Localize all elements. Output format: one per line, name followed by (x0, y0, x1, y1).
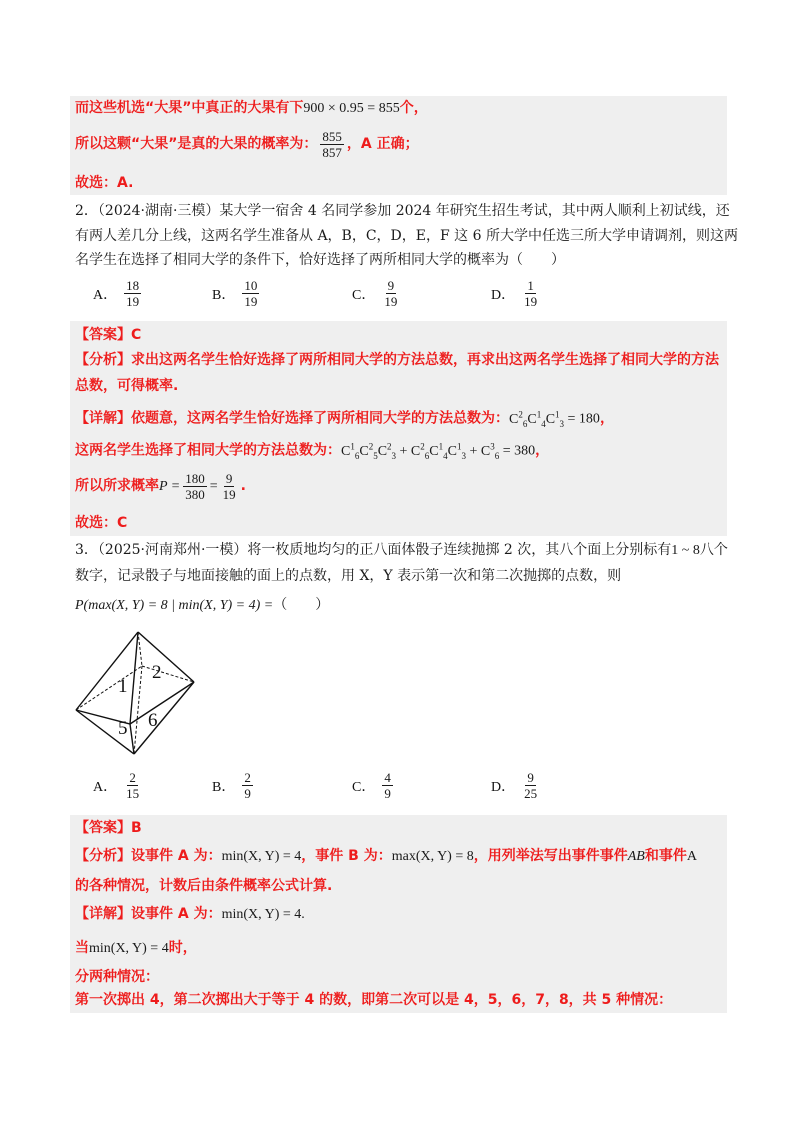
edge (134, 682, 194, 754)
q2-analysis-1: 【分析】求出这两名学生恰好选择了两所相同大学的方法总数，再求出这两名学生选择了相同大学的方法 (75, 352, 719, 368)
q2-option-a[interactable]: A． $\frac{18}{19}$ (93, 278, 140, 309)
q3-line3: P(max(X, Y) = 8 | min(X, Y) = 4) =（ ） (75, 597, 330, 613)
q3-line2: 数字，记录骰子与地面接触的面上的点数，用 X，Y 表示第一次和第二次抛掷的点数，则 (75, 568, 622, 584)
q3-option-d[interactable]: D． $\frac{9}{25}$ (491, 770, 538, 801)
q2-line3: 名学生在选择了相同大学的条件下，恰好选择了两所相同大学的概率为（ ） (75, 252, 565, 268)
q3-analysis-1: 【分析】设事件 A 为：min(X, Y) = 4，事件 B 为：max(X, Y) = 8，用列举法写出事件事件AB和事件A (75, 848, 697, 864)
hidden-edge (138, 632, 142, 666)
q3-answer: 【答案】B (75, 820, 142, 836)
edge (138, 632, 194, 682)
q3-option-a[interactable]: A． $\frac{2}{15}$ (93, 770, 140, 801)
q2-option-c[interactable]: C． $\frac{9}{19}$ (352, 278, 398, 309)
edge (130, 632, 138, 724)
edge (76, 632, 138, 710)
hidden-edge (134, 666, 142, 754)
q3-option-b[interactable]: B． $\frac{2}{9}$ (212, 770, 251, 801)
q2-answer: 【答案】C (75, 327, 142, 343)
q3-analysis-2: 的各种情况，计数后由条件概率公式计算. (75, 878, 333, 894)
edge (130, 724, 134, 754)
q3-cases: 分两种情况： (75, 969, 159, 985)
q2-option-d[interactable]: D． $\frac{1}{19}$ (491, 278, 538, 309)
sol1-conclusion: 故选：A. (75, 175, 134, 191)
face-label-5: 5 (118, 718, 128, 739)
q2-detail-3: 所以所求概率P = $\frac{180}{380}$ = $\frac{9}{19}$ . (75, 470, 246, 502)
sol1-line1: 而这些机选“大果”中真正的大果有下900 × 0.95 = 855个， (75, 100, 428, 116)
q2-conclusion: 故选：C (75, 515, 128, 531)
q2-analysis-2: 总数，可得概率. (75, 378, 179, 394)
q2-line2: 有两人差几分上线，这两名学生准备从 A，B，C，D，E，F 这 6 所大学中任选三所大学申请调剂，则这两 (75, 228, 738, 244)
face-label-1: 1 (118, 676, 128, 697)
octahedron-figure (70, 628, 205, 758)
q3-option-c[interactable]: C． $\frac{4}{9}$ (352, 770, 391, 801)
q3-case1: 第一次掷出 4，第二次掷出大于等于 4 的数，即第二次可以是 4，5，6，7，8，共 5 种情况： (75, 992, 673, 1008)
q2-detail-1: 【详解】依题意，这两名学生恰好选择了两所相同大学的方法总数为：$C^2_6C^1_4C^1_3 = 180$， (75, 409, 614, 429)
face-label-2: 2 (152, 662, 162, 683)
q2-line1: 2．（2024·湖南·三模）某大学一宿舍 4 名同学参加 2024 年研究生招生考试，其中两人顺利上初试线，还 (75, 203, 730, 219)
q3-line1: 3．（2025·河南郑州·一模）将一枚质地均匀的正八面体骰子连续抛掷 2 次，其八个面上分别标有1 ~ 8八个 (75, 542, 728, 558)
face-label-6: 6 (148, 710, 158, 731)
q2-detail-2: 这两名学生选择了相同大学的方法总数为：$C^1_6C^2_5C^2_3 + C^2_6C^1_4C^1_3 + C^3_6 = 380$， (75, 441, 550, 461)
q2-option-b[interactable]: B． $\frac{10}{19}$ (212, 278, 258, 309)
q3-when: 当min(X, Y) = 4时， (75, 940, 197, 956)
hidden-edge (142, 666, 194, 682)
q3-detail-1: 【详解】设事件 A 为：min(X, Y) = 4. (75, 906, 305, 922)
sol1-line2: 所以这颗“大果”是真的大果的概率为： $\frac{855}{857}$ ，A 正确； (75, 128, 419, 160)
